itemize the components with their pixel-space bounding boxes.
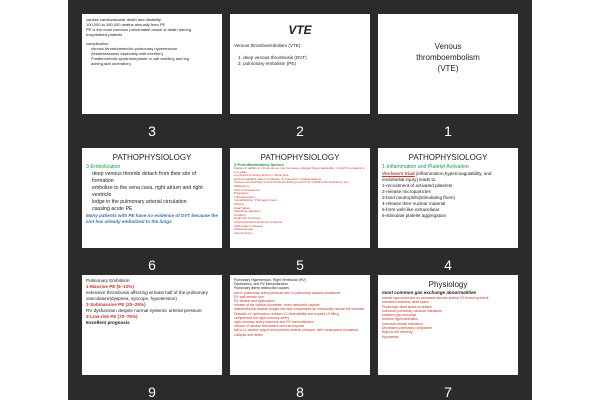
list-item: Decreased pulmonary compliance [382,326,432,331]
bullet-item: lodge in the pulmonary arterial circulation [92,199,187,205]
slide-text-line: Dysfunction, and RV Microinfarction [234,282,288,287]
slide-text-line: right coronary artery ischemia and RV microinfarction [234,320,314,325]
slide-sorter [68,0,532,400]
slide-list [234,55,366,67]
list-item: 2-release microparticles [382,189,431,194]
slide-thumb-1[interactable] [378,14,518,139]
slide-intro-text: (inflammation,hypercoagulability, and endothelial injury) leads to [382,171,492,182]
list-item: Smoking [234,212,246,217]
list-item: 5-form web-like extracellular [382,207,440,212]
slide-7-content [378,275,518,375]
list-item: 2. pulmonary embolism (PE) [238,61,296,66]
slide-1-content [378,14,518,114]
slide-heading: most common gas exchange abnormalities [382,290,477,295]
list-item: of enhanced clotting factors in blood plus [234,173,289,178]
slide-text-line: complication : [86,41,111,46]
list-item-text: pulmonary embolism (PE) [243,61,296,66]
list-item: Hypercoagulable states in patients (1-2 percent), surgical patients [234,176,322,181]
list-item: Indwelling catheters [234,209,261,214]
slide-3-content [82,14,222,114]
list-item: Impaired gas exchange [382,313,417,318]
list-item: Genetic susceptibility to thrombosis (including protein C/S, antithrombin deficiency etc.) [234,180,350,185]
slide-subtitle: Venous thromboembolism (VTE) [234,43,301,48]
slide-text-line: PE is the most common preventable cause of death among [86,27,191,32]
slide-number: 9 [148,384,156,400]
slide-text-line: Postthrombotic syndrome(ankle or calf swelling and leg [91,56,189,61]
slide-thumb-6[interactable] [82,148,222,273]
slide-thumb-5[interactable] [230,148,370,273]
slide-6-content [82,148,222,248]
list-item: arterial hypoxemia and an increased alveolar-arterial O2 tension gradient [382,296,489,300]
list-item: Factors in addition to those above may be cause enlarged hypercoagulable, in which the patient is in a state [234,166,365,174]
list-item: Right-to-left shunting [382,330,413,335]
list-item: Increased pulmonary vascular resistance [382,308,442,313]
slide-text-line: Excellent prognosis [86,320,130,325]
slide-text-line: aching,skin ulceration) [91,61,131,66]
list-item: Oral contraceptives [234,187,260,192]
list-item: 4-release their nuclear material [382,201,446,206]
bullet-item: deep venous thrombi detach from their site of formation [92,171,197,184]
list-item: Hypoxemia [382,334,399,339]
slide-thumb-3[interactable] [82,14,222,139]
list-item: Trauma/surgery [234,194,256,199]
slide-title: Physiology [428,280,468,289]
list-item: Advanced age [234,227,254,232]
list-item: Immobilization, Prolonged travel [234,198,277,203]
slide-number: 7 [444,384,452,400]
slide-number: 6 [148,257,156,273]
bullet-item: embolize to the vena cava, right atrium and right ventricle [92,185,203,198]
slide-list [382,183,514,219]
slide-text-line: 100,000 to 180,000 deaths annually from PE [86,22,166,27]
slide-text-line: Diastolic LV dysfunction reduces LV distensibility and impairs LV filling [234,311,339,316]
slide-text-line: interventricular septum bulges into and compresses an intrinsically normal left ventricle [234,307,365,312]
slide-thumb-2[interactable] [230,14,370,139]
list-item: Antiphospholipid antibody syndrome [234,219,283,224]
slide-number: 1 [444,123,452,139]
slide-text-line: Pulmonary Hypertension, Right Ventricular (RV) [234,278,306,282]
list-item: Alveolar hyperventilation [382,317,418,322]
list-item: Increased airway resistance [382,321,423,326]
list-item-text: deep venous thrombosis (DVT) [243,55,307,60]
list-item: Venous injury [234,230,253,235]
slide-thumb-8[interactable] [230,275,370,400]
list-item: Inflammatory disease [234,223,263,228]
list-item: 3-bind neutrophils(stimulating them) [382,195,456,200]
slide-text-line: compresses the right coronary artery [234,315,290,320]
slide-list [234,167,366,235]
slide-text-line: fall in LV cardiac output and systemic arterial pressure, with consequent circulatory collapse and death [234,328,358,337]
slide-bullets [86,171,218,213]
slide-9-content [82,275,222,375]
slide-note: Many patients with PE have no evidence of DVT because the clot has already embolized to the lungs [86,213,218,224]
list-item: Physiologic dead space increases [382,304,432,309]
slide-number: 4 [444,257,452,273]
list-item: Nephrotic syndrome [234,216,261,221]
slide-title: Venous thromboembolism (VTE) [416,41,480,73]
slide-text-line: release of the cardiac biomarker, brain natriuretic peptide [234,303,320,308]
slide-number: 8 [296,384,304,400]
slide-text-line: 2-Submassive PE (20–25%) [86,302,146,307]
slide-thumb-9[interactable] [82,275,222,400]
slide-text-line: hospitalized patients [86,32,123,37]
slide-intro-emphasis: Virchow's triad [382,171,415,176]
slide-number: 3 [148,123,156,139]
slide-text-line: Pulmonary artery obstruction causes [234,286,290,291]
slide-text-line: (breathlessness especially with exertion) [91,51,163,56]
slide-2-content [230,14,370,114]
slide-text-line: extensive thrombosis affecting at least half of the pulmonary vasculature(dyspnea, syncope, hypotension) [86,290,208,301]
bullet-item: causing acute PE [92,206,133,212]
list-item: Obesity [234,201,245,206]
slide-text-line: Pulmonary Embolism [86,278,130,283]
slide-text-line: RV wall tension rise [234,294,264,299]
slide-text-line: 1-Massive PE (5–10%) [86,284,135,289]
list-item: Pregnancy [234,191,249,196]
slide-heading: 3-Embolization [86,164,121,170]
slide-thumb-7[interactable] [378,275,518,400]
slide-title: VTE [288,23,312,37]
slide-8-content [230,275,370,375]
slide-text-line: 3-Low-risk PE (70–75%) [86,314,138,319]
slide-heading: 1-Inflammation and Platelet Activation [382,164,469,170]
list-item: 6-stimulate platelet aggregation [382,213,447,218]
slide-number: 2 [296,123,304,139]
list-item: 1-recruitment of activated platelets [382,183,453,188]
slide-heading: 2-Proinflammatory factors [234,162,284,167]
slide-list [382,296,514,339]
list-item: Heart failure [234,205,251,210]
slide-title: PATHOPHYSIOLOGY [260,153,340,162]
slide-text-line: rise in pulmonary artery pressure and in pulmonary vascular resistance [234,290,341,295]
slide-text-line: chronic thromboembolic pulmonary hypertension [91,46,178,51]
slide-text-line: RV dilation and dysfunction [234,299,276,304]
slide-5-content [230,148,370,248]
slide-title: PATHOPHYSIOLOGY [408,153,488,162]
list-item: Malignancy [234,183,250,188]
list-item: Increased anatomic dead space [382,300,429,305]
slide-4-content [378,148,518,248]
slide-title: PATHOPHYSIOLOGY [112,153,192,162]
list-item: 1. deep venous thrombosis (DVT) [238,55,307,60]
slide-intro [382,171,514,183]
slide-number: 5 [296,257,304,273]
slide-text-line: RV dysfunction despite normal systemic arterial pressure [86,308,202,313]
slide-thumb-4[interactable] [378,148,518,273]
slide-text-line: causes cardiovascular death and disability [86,17,161,22]
slide-text-line: release of cardiac biomarkers such as troponin [234,324,305,329]
